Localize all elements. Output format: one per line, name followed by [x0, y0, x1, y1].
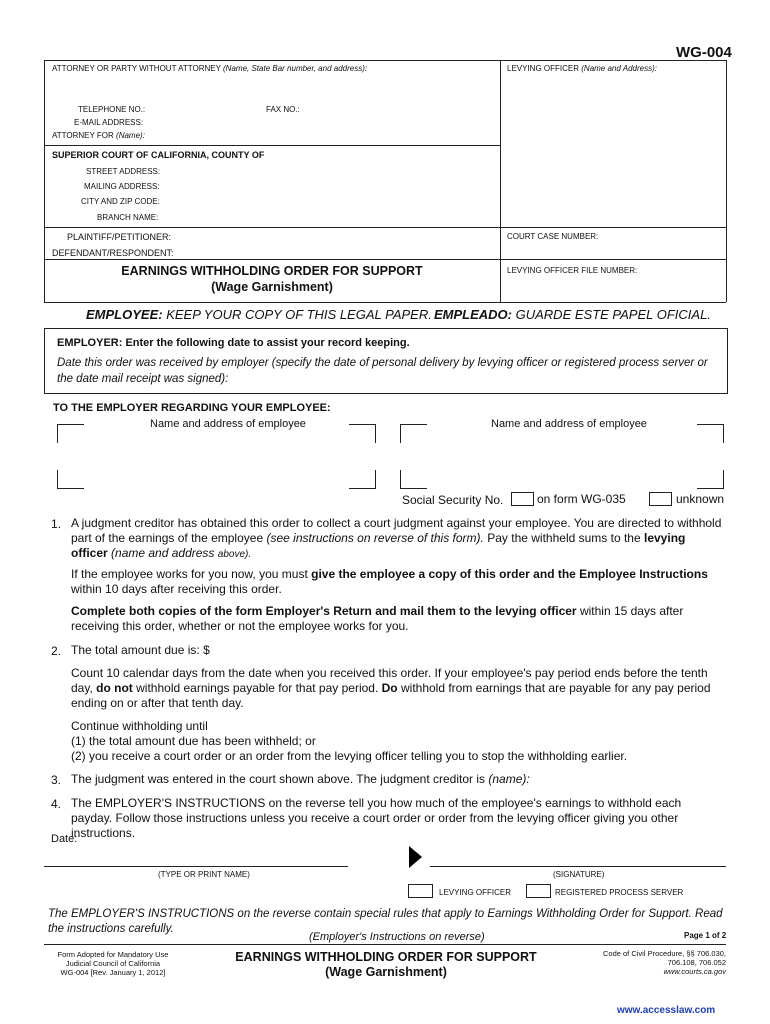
- left-address-corner-tl: [57, 424, 84, 443]
- ssn-unknown-checkbox[interactable]: [649, 492, 672, 506]
- court-case-number-label: COURT CASE NUMBER:: [507, 232, 599, 241]
- attorney-label: ATTORNEY OR PARTY WITHOUT ATTORNEY (Name, State Bar number, and address):: [52, 64, 368, 73]
- street-address-label: STREET ADDRESS:: [86, 167, 161, 176]
- name-line: [44, 866, 348, 867]
- item-2-continue: Continue withholding until (1) the total amount due has been withheld; or (2) you receive a court order or an order from the levying officer telling you to stop the withholding earlier.: [71, 719, 628, 763]
- right-address-corner-br: [697, 470, 724, 489]
- footer-title: EARNINGS WITHHOLDING ORDER FOR SUPPORT (Wage Garnishment): [235, 950, 537, 979]
- telephone-label: TELEPHONE NO.:: [78, 105, 146, 114]
- reverse-instructions-label: (Employer's Instructions on reverse): [309, 931, 485, 943]
- item-1-copy-instructions: If the employee works for you now, you must give the employee a copy of this order and the Employee Instructions within 10 days after receiving this order.: [71, 567, 708, 596]
- employer-box-text: Date this order was received by employer (specify the date of personal delivery by levying officer or registered process server or the date mail receipt was signed):: [57, 357, 708, 385]
- item-3-number: 3.: [51, 773, 62, 787]
- item-2-number: 2.: [51, 644, 62, 658]
- form-title: [44, 263, 500, 295]
- item-1-text: A judgment creditor has obtained this order to collect a court judgment against your employee. You are directed to withhold part of the earnings of the employee (see instructions on reverse of this form). Pay the withheld sums to the levying officer (name and address above).: [71, 516, 722, 560]
- city-zip-label: CITY AND ZIP CODE:: [81, 197, 160, 206]
- levying-officer-option: LEVYING OFFICER: [439, 888, 512, 897]
- header-bottom-border: [44, 302, 726, 303]
- item-2-count-days: Count 10 calendar days from the date when you received this order. If your employee's pay period ends before the tenth day, do not withhold earnings payable for that pay period. Do withhold from earnings that are payable for any pay period ending on or after that tenth day.: [71, 666, 711, 710]
- item-2-amount-label: The total amount due is: $: [71, 643, 210, 657]
- item-4-number: 4.: [51, 797, 62, 811]
- empleado-notice: EMPLEADO: GUARDE ESTE PAPEL OFICIAL.: [434, 307, 711, 322]
- header-divider: [500, 60, 501, 302]
- footer-rule: [44, 944, 726, 945]
- header-right-border: [726, 60, 727, 302]
- signature-line: [430, 866, 726, 867]
- employer-box-heading: EMPLOYER: Enter the following date to assist your record keeping.: [57, 337, 410, 349]
- court-bottom-border: [44, 227, 726, 228]
- levying-officer-file-label: LEVYING OFFICER FILE NUMBER:: [507, 266, 638, 275]
- ssn-unknown-label: unknown: [676, 492, 725, 506]
- defendant-label: DEFENDANT/RESPONDENT:: [52, 248, 174, 258]
- footer-note: The EMPLOYER'S INSTRUCTIONS on the reverse contain special rules that apply to Earnings Withholding Order for Support. Read the instructions carefully.: [48, 908, 723, 935]
- fax-label: FAX NO.:: [266, 105, 300, 114]
- parties-bottom-border: [44, 259, 726, 260]
- court-title: SUPERIOR COURT OF CALIFORNIA, COUNTY OF: [52, 150, 265, 160]
- date-label: Date:: [51, 833, 78, 845]
- mailing-address-label: MAILING ADDRESS:: [84, 182, 160, 191]
- process-server-checkbox[interactable]: [526, 884, 551, 898]
- courts-link[interactable]: www.courts.ca.gov: [663, 967, 726, 976]
- left-address-corner-tr: [349, 424, 376, 443]
- accesslaw-watermark[interactable]: www.accesslaw.com: [617, 1005, 716, 1016]
- right-address-corner-bl: [400, 470, 427, 489]
- item-1-return-instructions: Complete both copies of the form Employer's Return and mail them to the levying officer within 15 days after receiving this order, whether or not the employee works for you.: [71, 604, 684, 633]
- form-id: WG-004: [676, 44, 732, 61]
- item-4-text: The EMPLOYER'S INSTRUCTIONS on the reverse tell you how much of the employee's earnings to withhold each payday. Follow those instructions unless you receive a court order or order from the levying officer giving you other instructions.: [71, 796, 682, 840]
- signature-label: (SIGNATURE): [553, 870, 605, 879]
- levying-officer-label: LEVYING OFFICER (Name and Address):: [507, 64, 657, 73]
- adopted-info: Form Adopted for Mandatory Use Judicial Council of California WG-004 [Rev. January 1, 2012]: [57, 950, 169, 977]
- right-address-corner-tl: [400, 424, 427, 443]
- page-number: Page 1 of 2: [684, 931, 727, 940]
- employee-left-label: Name and address of employee: [150, 418, 306, 430]
- form-title-line2: (Wage Garnishment): [211, 280, 333, 294]
- levying-officer-checkbox[interactable]: [408, 884, 433, 898]
- ssn-label: Social Security No.: [402, 493, 504, 507]
- plaintiff-label: PLAINTIFF/PETITIONER:: [67, 232, 172, 242]
- attorney-bottom-border: [44, 145, 500, 146]
- ssn-on-form-checkbox[interactable]: [511, 492, 534, 506]
- branch-name-label: BRANCH NAME:: [97, 213, 159, 222]
- signature-arrow-icon: [409, 846, 423, 868]
- employee-section-heading: TO THE EMPLOYER REGARDING YOUR EMPLOYEE:: [53, 402, 331, 414]
- header-top-border: [44, 60, 726, 61]
- ssn-on-form-label: on form WG-035: [537, 492, 626, 506]
- employee-notice: EMPLOYEE: KEEP YOUR COPY OF THIS LEGAL PAPER.: [86, 307, 432, 322]
- code-reference: Code of Civil Procedure, §§ 706.030, 706.108, 706.052 www.courts.ca.gov: [560, 949, 726, 976]
- process-server-option: REGISTERED PROCESS SERVER: [555, 888, 684, 897]
- right-address-corner-tr: [697, 424, 724, 443]
- email-label: E-MAIL ADDRESS:: [74, 118, 144, 127]
- left-address-corner-br: [349, 470, 376, 489]
- employee-right-label: Name and address of employee: [491, 418, 647, 430]
- item-3-text: The judgment was entered in the court shown above. The judgment creditor is (name):: [71, 772, 530, 786]
- left-address-corner-bl: [57, 470, 84, 489]
- attorney-for-label: ATTORNEY FOR (Name):: [52, 131, 145, 140]
- form-title-line1: EARNINGS WITHHOLDING ORDER FOR SUPPORT: [121, 264, 423, 278]
- type-print-name-label: (TYPE OR PRINT NAME): [158, 870, 250, 879]
- item-1-number: 1.: [51, 517, 62, 531]
